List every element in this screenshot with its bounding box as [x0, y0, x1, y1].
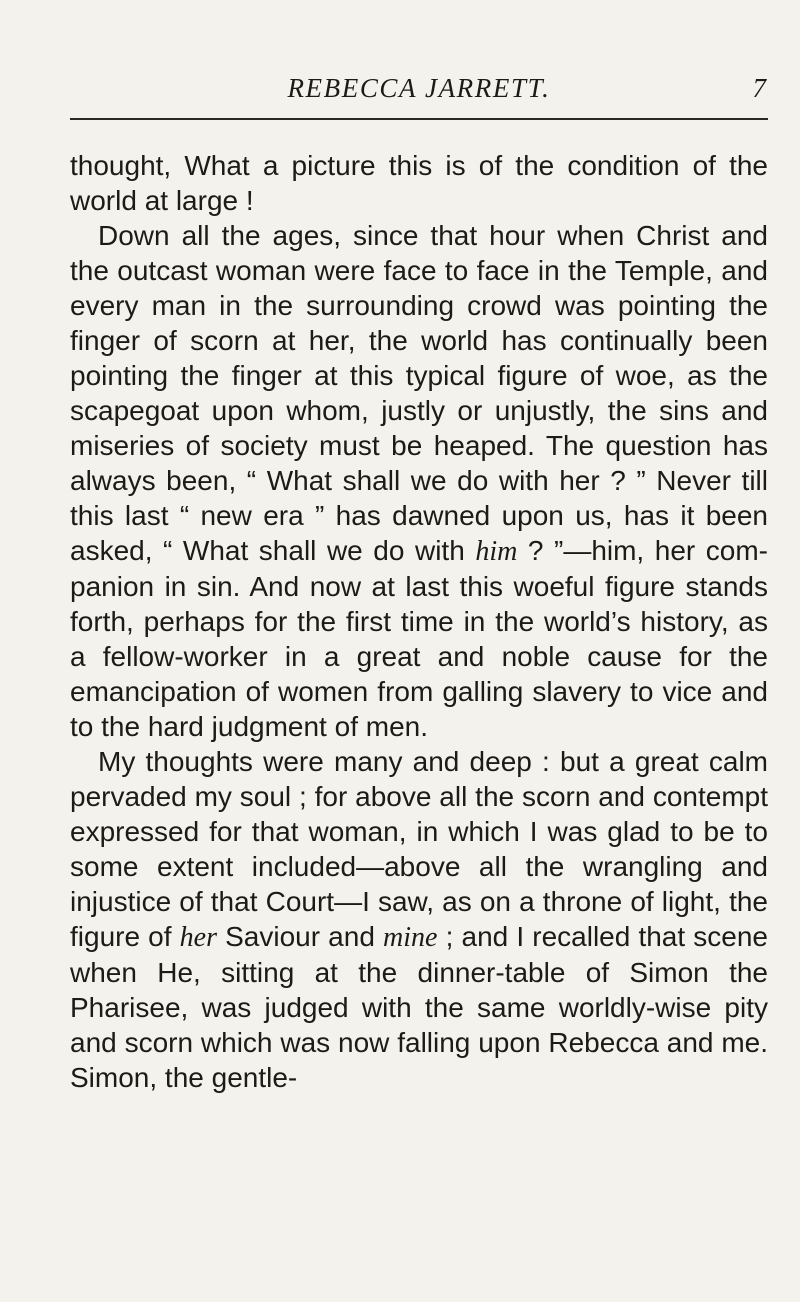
paragraph-3 [70, 744, 768, 1095]
running-title: REBECCA JARRETT. [287, 73, 551, 103]
italic-her: her [179, 922, 217, 953]
body-text [70, 148, 768, 1095]
italic-him: him [475, 536, 518, 567]
text-run: Down all the ages, since that hour when Christ and the outcast woman were face to face in the Temple, and every man in the surrounding crowd was pointing the finger of scorn at her, the world has continually been pointing the finger at this typical figure of woe, as the scapegoat upon whom, justly or unjustly, the sins and miseries of society must be heaped. The question has always been, “ What shall we do with her ? ” Never till this last “ new era ” has dawned upon us, has it been asked, “ What shall we do with [70, 220, 768, 566]
text-run: ? ”—him, her com-panion in sin. And now at last this woeful figure stands forth, perhaps for the first time in the world’s history, as a fellow-worker in a great and noble cause for the emancipation of women from galling slavery to vice and to the hard judgment of men. [70, 535, 768, 742]
text-run: thought, What a picture this is of the condition of the world at large ! [70, 150, 768, 216]
text-run: My thoughts were many and deep : but a great calm pervaded my soul ; for above all the scorn and contempt expressed for that woman, in which I was glad to be to some extent included—above all the wrangling and injustice of that Court—I saw, as on a throne of light, the figure of [70, 746, 768, 952]
header-rule [70, 118, 768, 120]
paragraph-1 [70, 148, 768, 218]
page-number: 7 [752, 73, 766, 103]
italic-mine: mine [383, 922, 438, 953]
text-run: Saviour and [216, 921, 384, 952]
text-run: ; and I recalled that scene when He, sitting at the dinner-table of Simon the Pharisee, was judged with the same worldly-wise pity and scorn which was now falling upon Rebecca and me. Simon, the gentle- [70, 921, 768, 1093]
paragraph-2 [70, 218, 768, 744]
running-head [70, 68, 768, 108]
